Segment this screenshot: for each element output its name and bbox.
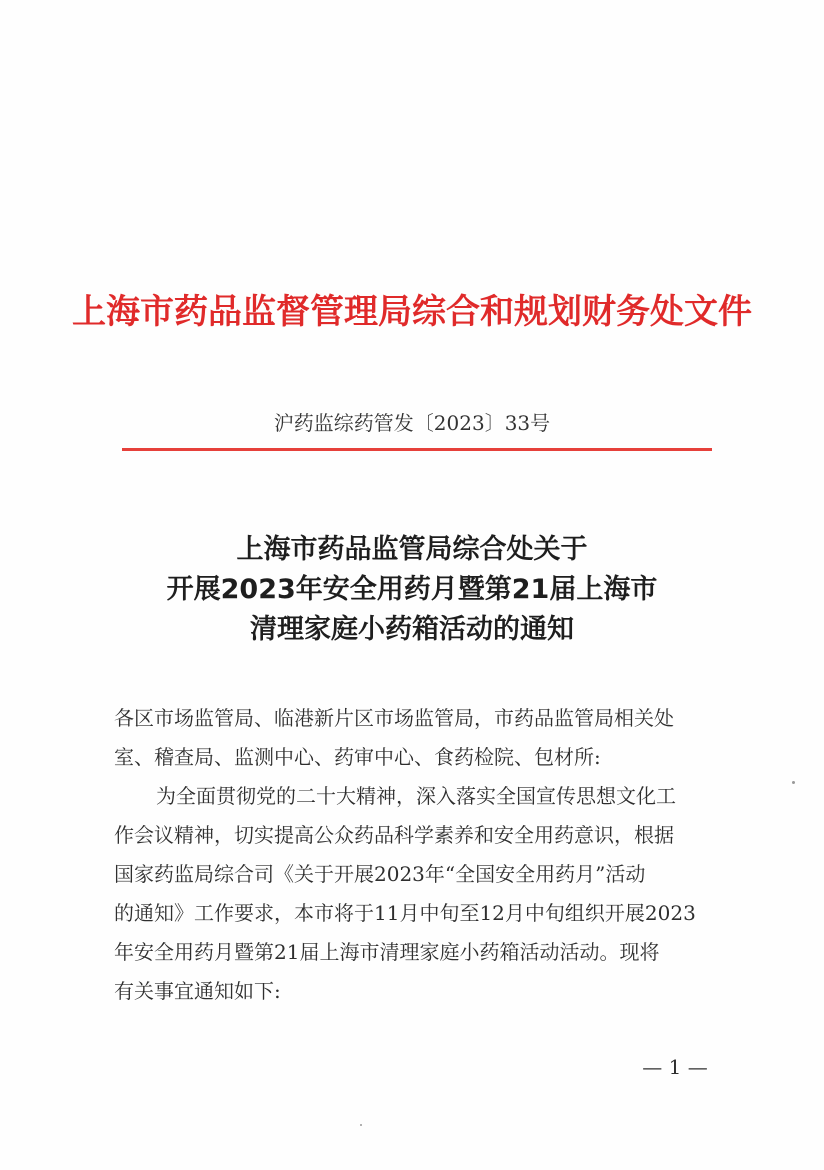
body-paragraph-line: 作会议精神，切实提高公众药品科学素养和安全用药意识，根据 [114,823,674,847]
body-paragraph-line: 年安全用药月暨第21届上海市清理家庭小药箱活动活动。现将 [114,940,660,964]
body-paragraph-line: 的通知》工作要求，本市将于11月中旬至12月中旬组织开展2023 [114,901,696,925]
notice-title-line: 开展2023年安全用药月暨第21届上海市 [166,574,658,605]
document-number: 沪药监综药管发〔2023〕33号 [273,411,551,435]
notice-title-line: 清理家庭小药箱活动的通知 [250,614,574,645]
red-divider-line [122,448,712,451]
scan-speck [792,781,795,784]
addressee-line: 室、稽查局、监测中心、药审中心、食药检院、包材所: [114,745,601,769]
body-paragraph-line: 国家药监局综合司《关于开展2023年“全国安全用药月”活动 [114,862,646,886]
notice-title-line: 上海市药品监管局综合处关于 [236,534,588,565]
page-number: — 1 — [642,1055,708,1079]
scan-speck [360,1124,362,1126]
notice-title [0,530,824,650]
body-paragraph-line: 有关事宜通知如下: [114,979,281,1003]
issuing-authority-title: 上海市药品监督管理局综合和规划财务处文件 [72,292,752,332]
notice-body [114,699,744,1011]
body-paragraph-line: 为全面贯彻党的二十大精神，深入落实全国宣传思想文化工 [156,784,676,808]
addressee-line: 各区市场监管局、临港新片区市场监管局，市药品监管局相关处 [114,706,674,730]
